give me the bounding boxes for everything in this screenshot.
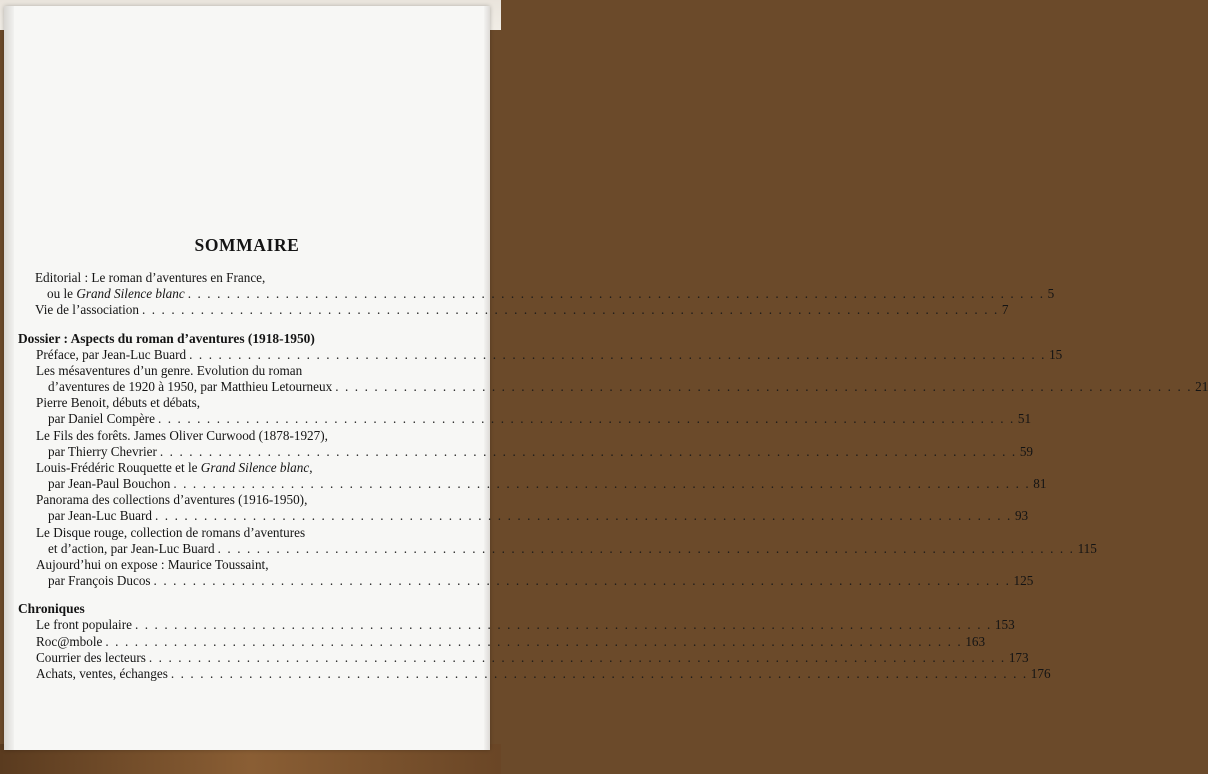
entry-text: Préface, par Jean-Luc Buard — [36, 346, 187, 362]
entry-text: par François Ducos — [48, 573, 151, 589]
page-gutter-shadow — [4, 6, 14, 750]
toc-line — [35, 286, 1055, 302]
section-heading: Dossier : Aspects du roman d’aventures (1918-1950) — [18, 330, 315, 346]
dot-leader: . . . . . . . . . . . . . . . . . . . . . . . . . . . . . . . . . . . . . . . . . . . . . . . . . . . . . . . . . . . . . . . . . . . . . . . . . . . . . . . . . . . . . . . . — [335, 378, 1193, 394]
toc-line — [36, 411, 1032, 427]
dot-leader: . . . . . . . . . . . . . . . . . . . . . . . . . . . . . . . . . . . . . . . . . . . . . . . . . . . . . . . . . . . . . . . . . . . . . . . . . . . . . . . . . . . . . . . . — [105, 633, 963, 649]
toc-entry — [36, 346, 1063, 363]
entry-text: Le front populaire — [36, 617, 132, 633]
toc-line — [36, 665, 1051, 682]
page-number: 125 — [1013, 573, 1034, 589]
page-number: 81 — [1033, 476, 1047, 492]
dot-leader: . . . . . . . . . . . . . . . . . . . . . . . . . . . . . . . . . . . . . . . . . . . . . . . . . . . . . . . . . . . . . . . . . . . . . . . . . . . . . . . . . . . . . . . . — [148, 649, 1006, 665]
page-number: 51 — [1017, 411, 1032, 427]
page-number: 173 — [1008, 649, 1029, 665]
toc-line — [36, 460, 436, 476]
toc-entry — [36, 459, 1047, 492]
entry-text: Pierre Benoit, débuts et débats, — [36, 395, 201, 411]
entry-text: par Daniel Compère — [48, 411, 155, 427]
page-number: 153 — [994, 617, 1015, 633]
toc-section — [18, 601, 1051, 682]
page-number: 7 — [1001, 302, 1009, 318]
toc-entry — [36, 524, 1097, 557]
entry-text: par Jean-Paul Bouchon — [48, 476, 171, 492]
page-number: 59 — [1019, 443, 1034, 459]
dot-leader: . . . . . . . . . . . . . . . . . . . . . . . . . . . . . . . . . . . . . . . . . . . . . . . . . . . . . . . . . . . . . . . . . . . . . . . . . . . . . . . . . . . . . . . . — [173, 476, 1031, 492]
entry-italic-title: Grand Silence blanc — [200, 459, 310, 475]
toc-section — [35, 270, 1055, 319]
entry-text: Roc@mbole — [36, 633, 103, 649]
toc-entry — [36, 362, 1208, 395]
toc-entry — [36, 492, 1029, 524]
toc-entry — [36, 427, 1034, 460]
dot-leader: . . . . . . . . . . . . . . . . . . . . . . . . . . . . . . . . . . . . . . . . . . . . . . . . . . . . . . . . . . . . . . . . . . . . . . . . . . . . . . . . . . . . . . . . — [157, 411, 1015, 427]
table-of-contents — [18, 270, 1208, 682]
toc-entry — [36, 633, 986, 650]
page-number: 15 — [1049, 346, 1063, 362]
toc-line — [36, 573, 1034, 589]
toc-line — [35, 270, 436, 286]
toc-line — [36, 649, 1029, 666]
entry-text: et d’action, par Jean-Luc Buard — [48, 540, 215, 556]
toc-entry — [35, 302, 1009, 318]
entry-text: Les mésaventures d’un genre. Evolution du roman — [36, 362, 303, 378]
toc-line — [36, 395, 436, 411]
toc-entry — [36, 665, 1051, 682]
entry-text: Courrier des lecteurs — [36, 649, 146, 665]
toc-line — [36, 508, 1029, 524]
dot-leader: . . . . . . . . . . . . . . . . . . . . . . . . . . . . . . . . . . . . . . . . . . . . . . . . . . . . . . . . . . . . . . . . . . . . . . . . . . . . . . . . . . . . . . . . — [187, 286, 1045, 302]
entry-text: ou le Grand Silence blanc — [47, 286, 185, 302]
entry-text: Le Fils des forêts. James Oliver Curwood (1878-1927), — [36, 427, 328, 443]
toc-line — [36, 476, 1047, 492]
dot-leader: . . . . . . . . . . . . . . . . . . . . . . . . . . . . . . . . . . . . . . . . . . . . . . . . . . . . . . . . . . . . . . . . . . . . . . . . . . . . . . . . . . . . . . . . — [141, 302, 999, 318]
page-number: 21 — [1195, 378, 1208, 394]
dot-leader: . . . . . . . . . . . . . . . . . . . . . . . . . . . . . . . . . . . . . . . . . . . . . . . . . . . . . . . . . . . . . . . . . . . . . . . . . . . . . . . . . . . . . . . . — [217, 540, 1075, 556]
entry-text: Achats, ventes, échanges — [36, 665, 168, 681]
entry-text: Vie de l’association — [35, 302, 139, 318]
dot-leader: . . . . . . . . . . . . . . . . . . . . . . . . . . . . . . . . . . . . . . . . . . . . . . . . . . . . . . . . . . . . . . . . . . . . . . . . . . . . . . . . . . . . . . . . — [155, 508, 1012, 524]
page-title: SOMMAIRE — [194, 235, 300, 255]
toc-line — [36, 617, 1015, 633]
toc-entry — [36, 557, 1034, 589]
page-number: 115 — [1077, 540, 1097, 556]
toc-line — [36, 428, 436, 444]
toc-line — [36, 525, 436, 541]
entry-italic-title: Grand Silence blanc — [76, 286, 185, 302]
toc-line — [36, 633, 986, 650]
toc-line — [36, 346, 1063, 363]
dot-leader: . . . . . . . . . . . . . . . . . . . . . . . . . . . . . . . . . . . . . . . . . . . . . . . . . . . . . . . . . . . . . . . . . . . . . . . . . . . . . . . . . . . . . . . . — [189, 346, 1047, 362]
dot-leader: . . . . . . . . . . . . . . . . . . . . . . . . . . . . . . . . . . . . . . . . . . . . . . . . . . . . . . . . . . . . . . . . . . . . . . . . . . . . . . . . . . . . . . . . — [153, 573, 1011, 589]
book-page — [4, 6, 1208, 750]
toc-entry — [36, 395, 1032, 427]
toc-section — [18, 330, 1208, 590]
entry-text: Panorama des collections d’aventures (1916-1950), — [36, 492, 308, 508]
toc-entry — [35, 270, 1055, 302]
entry-text: Louis-Frédéric Rouquette et le Grand Silence blanc, — [36, 459, 313, 475]
page-number: 93 — [1014, 508, 1029, 524]
toc-line — [35, 302, 1009, 318]
page-number: 5 — [1047, 286, 1055, 302]
dot-leader: . . . . . . . . . . . . . . . . . . . . . . . . . . . . . . . . . . . . . . . . . . . . . . . . . . . . . . . . . . . . . . . . . . . . . . . . . . . . . . . . . . . . . . . . — [159, 443, 1017, 459]
entry-text: Aujourd’hui on expose : Maurice Toussaint, — [36, 557, 269, 572]
entry-text: Editorial : Le roman d’aventures en France, — [35, 270, 266, 285]
dot-leader: . . . . . . . . . . . . . . . . . . . . . . . . . . . . . . . . . . . . . . . . . . . . . . . . . . . . . . . . . . . . . . . . . . . . . . . . . . . . . . . . . . . . . . . . — [170, 665, 1028, 681]
entry-text: d’aventures de 1920 à 1950, par Matthieu Letourneux — [48, 378, 333, 394]
entry-text: Le Disque rouge, collection de romans d’aventures — [36, 524, 306, 540]
toc-line — [36, 443, 1034, 460]
toc-line — [36, 540, 1097, 557]
page-number: 176 — [1030, 665, 1051, 681]
dot-leader: . . . . . . . . . . . . . . . . . . . . . . . . . . . . . . . . . . . . . . . . . . . . . . . . . . . . . . . . . . . . . . . . . . . . . . . . . . . . . . . . . . . . . . . . — [134, 617, 992, 633]
section-heading: Chroniques — [18, 601, 85, 617]
page-number: 163 — [965, 633, 986, 649]
toc-line — [36, 378, 1208, 395]
toc-entry — [36, 649, 1029, 666]
entry-text: par Thierry Chevrier — [48, 443, 157, 459]
toc-line — [36, 363, 436, 379]
toc-line — [36, 492, 436, 508]
toc-line — [36, 557, 436, 573]
entry-text: par Jean-Luc Buard — [48, 508, 152, 524]
toc-entry — [36, 617, 1015, 633]
